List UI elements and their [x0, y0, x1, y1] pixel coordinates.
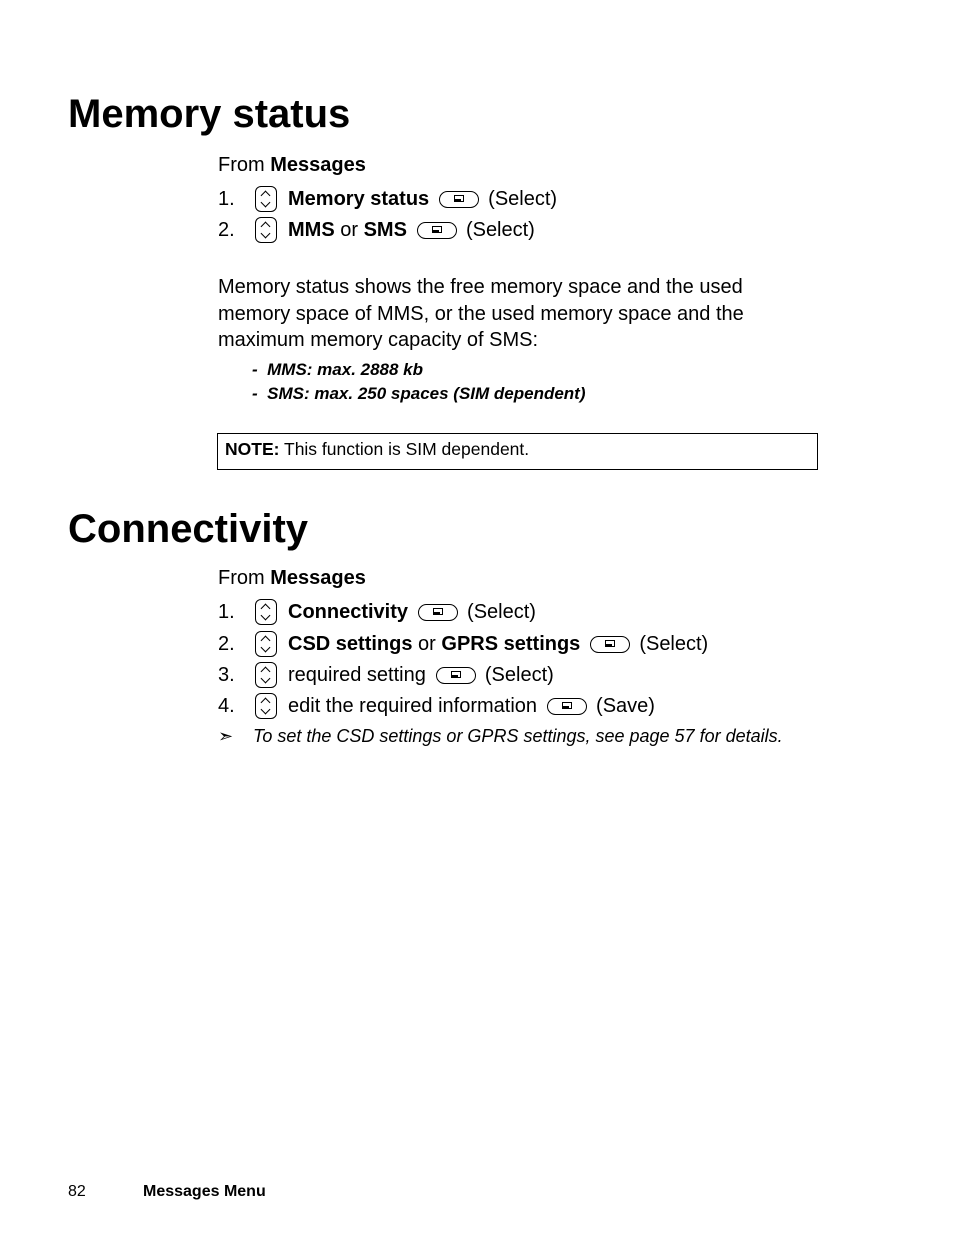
list-item: - SMS: max. 250 spaces (SIM dependent) — [252, 384, 586, 403]
select-key-icon — [436, 667, 476, 684]
arrow-icon: ➣ — [218, 726, 234, 746]
select-key-icon — [590, 636, 630, 653]
menu-name: Messages — [270, 567, 366, 589]
step-2: 2. CSD settings or GPRS settings (Select) — [218, 630, 708, 658]
from-line: From Messages — [218, 567, 366, 589]
select-key-icon — [547, 698, 587, 715]
select-key-icon — [439, 191, 479, 208]
select-key-icon — [417, 222, 457, 239]
memory-limits-list — [252, 358, 586, 406]
list-item: - MMS: max. 2888 kb — [252, 360, 424, 379]
step-1: 1. Connectivity (Select) — [218, 598, 536, 626]
footer-section-title: Messages Menu — [143, 1183, 266, 1200]
note-label: NOTE: — [225, 439, 280, 459]
scroll-keys-icon — [255, 186, 277, 212]
step-3: 3. required setting (Select) — [218, 661, 554, 689]
section-title-memory-status: Memory status — [68, 92, 351, 136]
memory-status-description: Memory status shows the free memory space and the used memory space of MMS, or the used memory space and the maximum memory capacity of SMS: — [218, 276, 744, 351]
menu-name: Messages — [270, 154, 366, 176]
scroll-keys-icon — [255, 599, 277, 625]
tip-note: ➣ To set the CSD settings or GPRS settings, see page 57 for details. — [218, 726, 783, 746]
scroll-keys-icon — [255, 631, 277, 657]
scroll-keys-icon — [255, 217, 277, 243]
select-key-icon — [418, 604, 458, 621]
note-box — [217, 433, 818, 470]
from-line: From Messages — [218, 154, 366, 176]
step-4: 4. edit the required information (Save) — [218, 692, 655, 720]
note-text: This function is SIM dependent. — [284, 439, 530, 459]
step-1: 1. Memory status (Select) — [218, 185, 557, 213]
page-number: 82 — [68, 1183, 86, 1200]
scroll-keys-icon — [255, 662, 277, 688]
scroll-keys-icon — [255, 693, 277, 719]
step-2: 2. MMS or SMS (Select) — [218, 216, 535, 244]
section-title-connectivity: Connectivity — [68, 507, 309, 551]
